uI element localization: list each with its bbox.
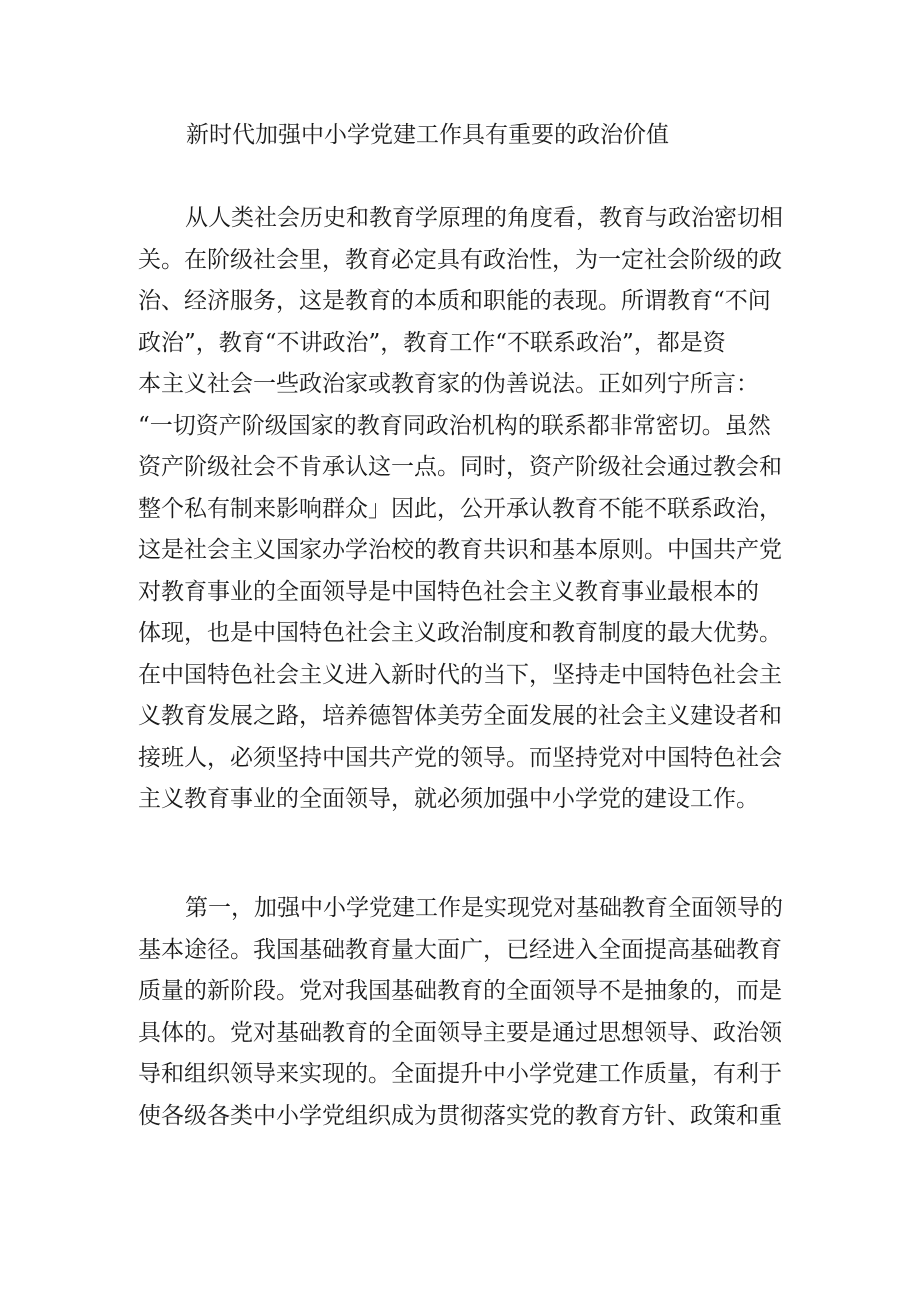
paragraph-line: 本主义社会一些政治家或教育家的伪善说法。正如列宁所言： (138, 371, 759, 397)
paragraph-line: 导和组织领导来实现的。全面提升中小学党建工作质量，有利于 (138, 1061, 782, 1087)
document-title: 新时代加强中小学党建工作具有重要的政治价值 (186, 122, 669, 148)
paragraph-line: 政治”，教育“不讲政治”，教育工作“不联系政治”，都是资 (138, 329, 726, 356)
paragraph-line: 第一，加强中小学党建工作是实现党对基础教育全面领导的 (185, 895, 783, 921)
paragraph-line: 使各级各类中小学党组织成为贯彻落实党的教育方针、政策和重 (138, 1102, 782, 1129)
paragraph-line: 从人类社会历史和教育学原理的角度看，教育与政治密切相 (185, 205, 783, 231)
paragraph-line: 治、经济服务，这是教育的本质和职能的表现。所谓教育“不问 (138, 288, 771, 314)
paragraph-line: 对教育事业的全面领导是中国特色社会主义教育事业最根本的 (138, 578, 759, 605)
paragraph-line: 资产阶级社会不肯承认这一点。同时，资产阶级社会通过教会和 (138, 454, 782, 480)
paragraph-line: 基本途径。我国基础教育量大面广，已经进入全面提高基础教育 (138, 936, 782, 963)
paragraph-politics-education (138, 198, 798, 821)
paragraph-first-point (138, 888, 798, 1137)
paragraph-line: 关。在阶级社会里，教育必定具有政治性，为一定社会阶级的政 (138, 246, 782, 273)
paragraph-line: 这是社会主义国家办学治校的教育共识和基本原则。中国共产党 (138, 537, 782, 563)
paragraph-line: 质量的新阶段。党对我国基础教育的全面领导不是抽象的，而是 (138, 978, 782, 1004)
paragraph-line: 具体的。党对基础教育的全面领导主要是通过思想领导、政治领 (138, 1019, 782, 1046)
paragraph-line: 义教育发展之路，培养德智体美劳全面发展的社会主义建设者和 (138, 703, 782, 729)
paragraph-line: 在中国特色社会主义进入新时代的当下，坚持走中国特色社会主 (138, 661, 782, 688)
paragraph-line: 整个私有制来影响群众」因此，公开承认教育不能不联系政治， (138, 495, 782, 522)
paragraph-line: 接班人，必须坚持中国共产党的领导。而坚持党对中国特色社会 (138, 744, 782, 771)
paragraph-line: 主义教育事业的全面领导，就必须加强中小学党的建设工作。 (138, 786, 759, 812)
paragraph-line: 体现，也是中国特色社会主义政治制度和教育制度的最大优势。 (138, 620, 782, 646)
paragraph-line: “一切资产阶级国家的教育同政治机构的联系都非常密切。虽然 (138, 412, 771, 439)
